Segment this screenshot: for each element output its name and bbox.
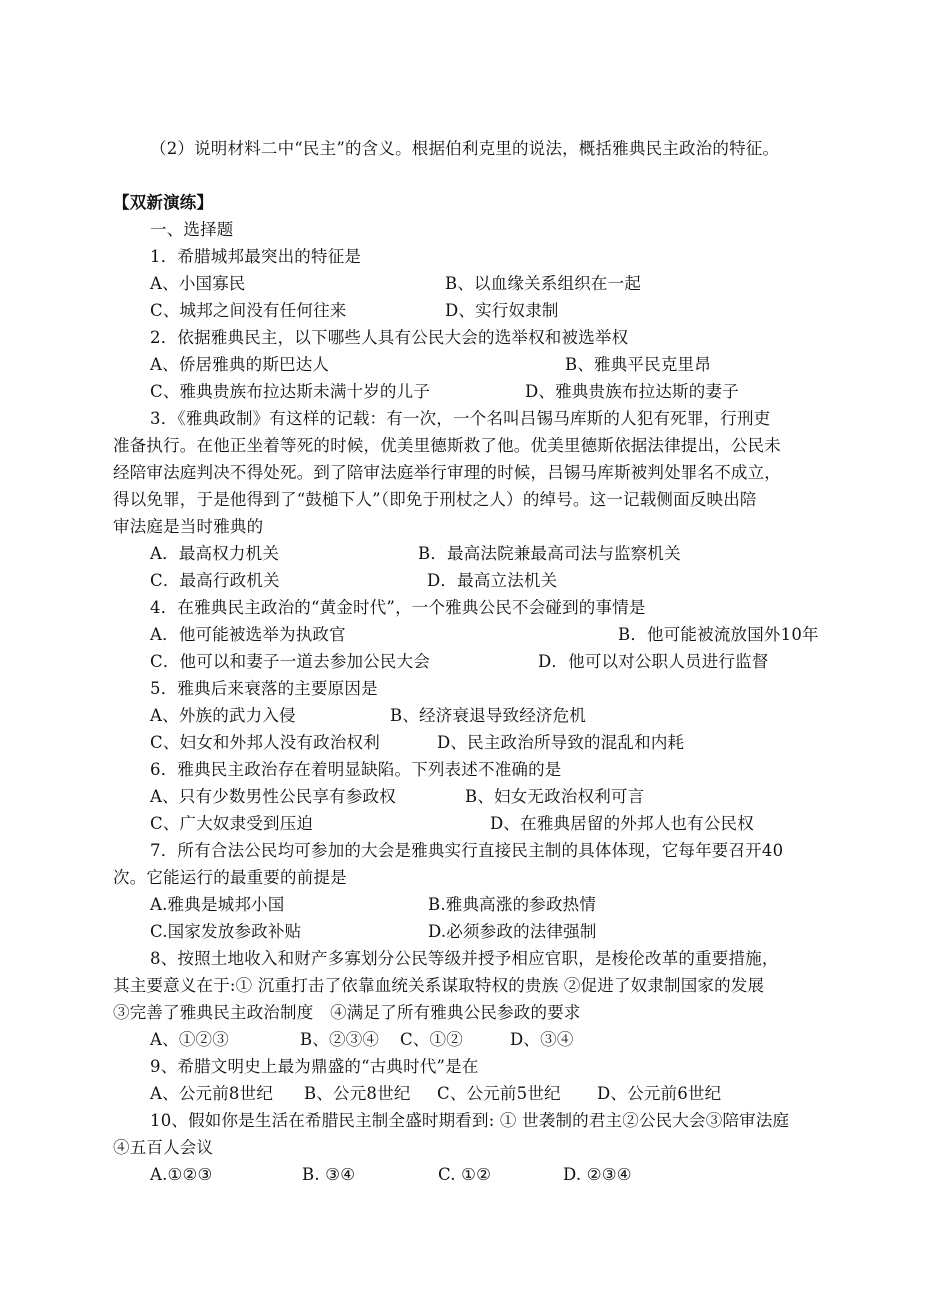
option-d: D、公元前6世纪 xyxy=(597,1084,722,1103)
option-a: A、只有少数男性公民享有参政权 xyxy=(150,787,396,806)
question-3-stem: 经陪审法庭判决不得处死。到了陪审法庭举行审理的时候，吕锡马库斯被判处罪名不成立， xyxy=(113,463,781,482)
option-d: D、民主政治所导致的混乱和内耗 xyxy=(437,733,685,752)
option-c: C、公元前5世纪 xyxy=(437,1084,561,1103)
option-b: B、雅典平民克里昂 xyxy=(565,355,711,374)
question-2-stem: 2．依据雅典民主，以下哪些人具有公民大会的选举权和被选举权 xyxy=(150,328,629,347)
option-c: C.国家发放参政补贴 xyxy=(150,922,302,941)
question-7-stem: 7．所有合法公民均可参加的大会是雅典实行直接民主制的具体体现，它每年要召开40 xyxy=(150,841,784,860)
option-a: A.①②③ xyxy=(150,1165,213,1184)
option-a: A．最高权力机关 xyxy=(150,544,280,563)
option-a: A、公元前8世纪 xyxy=(150,1084,274,1103)
option-b: B、公元8世纪 xyxy=(304,1084,411,1103)
question-8-stem: 其主要意义在于:① 沉重打击了依靠血统关系谋取特权的贵族 ②促进了奴隶制国家的发展 xyxy=(113,976,765,995)
intro-question: （2）说明材料二中“民主”的含义。根据伯利克里的说法，概括雅典民主政治的特征。 xyxy=(150,139,780,158)
question-3-stem: 得以免罪，于是他得到了“鼓槌下人”（即免于刑杖之人）的绰号。这一记载侧面反映出陪 xyxy=(113,490,757,509)
option-c: C、广大奴隶受到压迫 xyxy=(150,814,314,833)
option-a: A、侨居雅典的斯巴达人 xyxy=(150,355,330,374)
question-1-stem: 1．希腊城邦最突出的特征是 xyxy=(150,247,362,266)
question-6-stem: 6．雅典民主政治存在着明显缺陷。下列表述不准确的是 xyxy=(150,760,562,779)
option-c: C、①② xyxy=(400,1030,463,1049)
question-9-stem: 9、希腊文明史上最为鼎盛的“古典时代”是在 xyxy=(150,1057,479,1076)
option-d: D．他可以对公职人员进行监督 xyxy=(538,652,769,671)
option-a: A、外族的武力入侵 xyxy=(150,706,296,725)
option-c: C．最高行政机关 xyxy=(150,571,280,590)
option-d: D、雅典贵族布拉达斯的妻子 xyxy=(525,382,739,401)
option-d: D．最高立法机关 xyxy=(427,571,558,590)
option-d: D. ②③④ xyxy=(563,1165,632,1184)
option-d: D.必须参政的法律强制 xyxy=(428,922,597,941)
option-b: B、经济衰退导致经济危机 xyxy=(390,706,587,725)
section-title: 【双新演练】 xyxy=(113,193,214,212)
option-c: C、城邦之间没有任何往来 xyxy=(150,301,347,320)
option-b: B. ③④ xyxy=(302,1165,356,1184)
option-c: C、妇女和外邦人没有政治权利 xyxy=(150,733,380,752)
option-b: B．他可能被流放国外10年 xyxy=(618,625,819,644)
option-b: B、②③④ xyxy=(300,1030,380,1049)
option-d: D、③④ xyxy=(510,1030,574,1049)
question-3-stem: 3．《雅典政制》有这样的记载：有一次，一个名叫吕锡马库斯的人犯有死罪，行刑吏 xyxy=(150,409,771,428)
question-4-stem: 4．在雅典民主政治的“黄金时代”，一个雅典公民不会碰到的事情是 xyxy=(150,598,646,617)
option-d: D、在雅典居留的外邦人也有公民权 xyxy=(490,814,754,833)
part-title: 一、选择题 xyxy=(150,220,234,239)
option-c: C、雅典贵族布拉达斯未满十岁的儿子 xyxy=(150,382,431,401)
question-8-stem: ③完善了雅典民主政治制度 ④满足了所有雅典公民参政的要求 xyxy=(113,1003,581,1022)
option-b: B、以血缘关系组织在一起 xyxy=(445,274,642,293)
option-b: B.雅典高涨的参政热情 xyxy=(428,895,597,914)
question-10-stem: 10、假如你是生活在希腊民主制全盛时期看到: ① 世袭制的君主②公民大会③陪审法庭 xyxy=(150,1111,790,1130)
option-c: C. ①② xyxy=(438,1165,492,1184)
question-10-stem: ④五百人会议 xyxy=(113,1138,214,1157)
option-a: A．他可能被选举为执政官 xyxy=(150,625,346,644)
option-c: C．他可以和妻子一道去参加公民大会 xyxy=(150,652,431,671)
question-3-stem: 准备执行。在他正坐着等死的时候，优美里德斯救了他。优美里德斯依据法律提出，公民未 xyxy=(113,436,781,455)
option-b: B、妇女无政治权利可言 xyxy=(465,787,645,806)
option-a: A、小国寡民 xyxy=(150,274,246,293)
question-5-stem: 5．雅典后来衰落的主要原因是 xyxy=(150,679,378,698)
question-7-stem: 次。它能运行的最重要的前提是 xyxy=(113,868,347,887)
question-8-stem: 8、按照土地收入和财产多寡划分公民等级并授予相应官职，是梭伦改革的重要措施， xyxy=(150,949,779,968)
option-a: A、①②③ xyxy=(150,1030,229,1049)
question-3-stem: 审法庭是当时雅典的 xyxy=(113,517,264,536)
option-a: A.雅典是城邦小国 xyxy=(150,895,285,914)
option-d: D、实行奴隶制 xyxy=(445,301,559,320)
option-b: B．最高法院兼最高司法与监察机关 xyxy=(418,544,681,563)
